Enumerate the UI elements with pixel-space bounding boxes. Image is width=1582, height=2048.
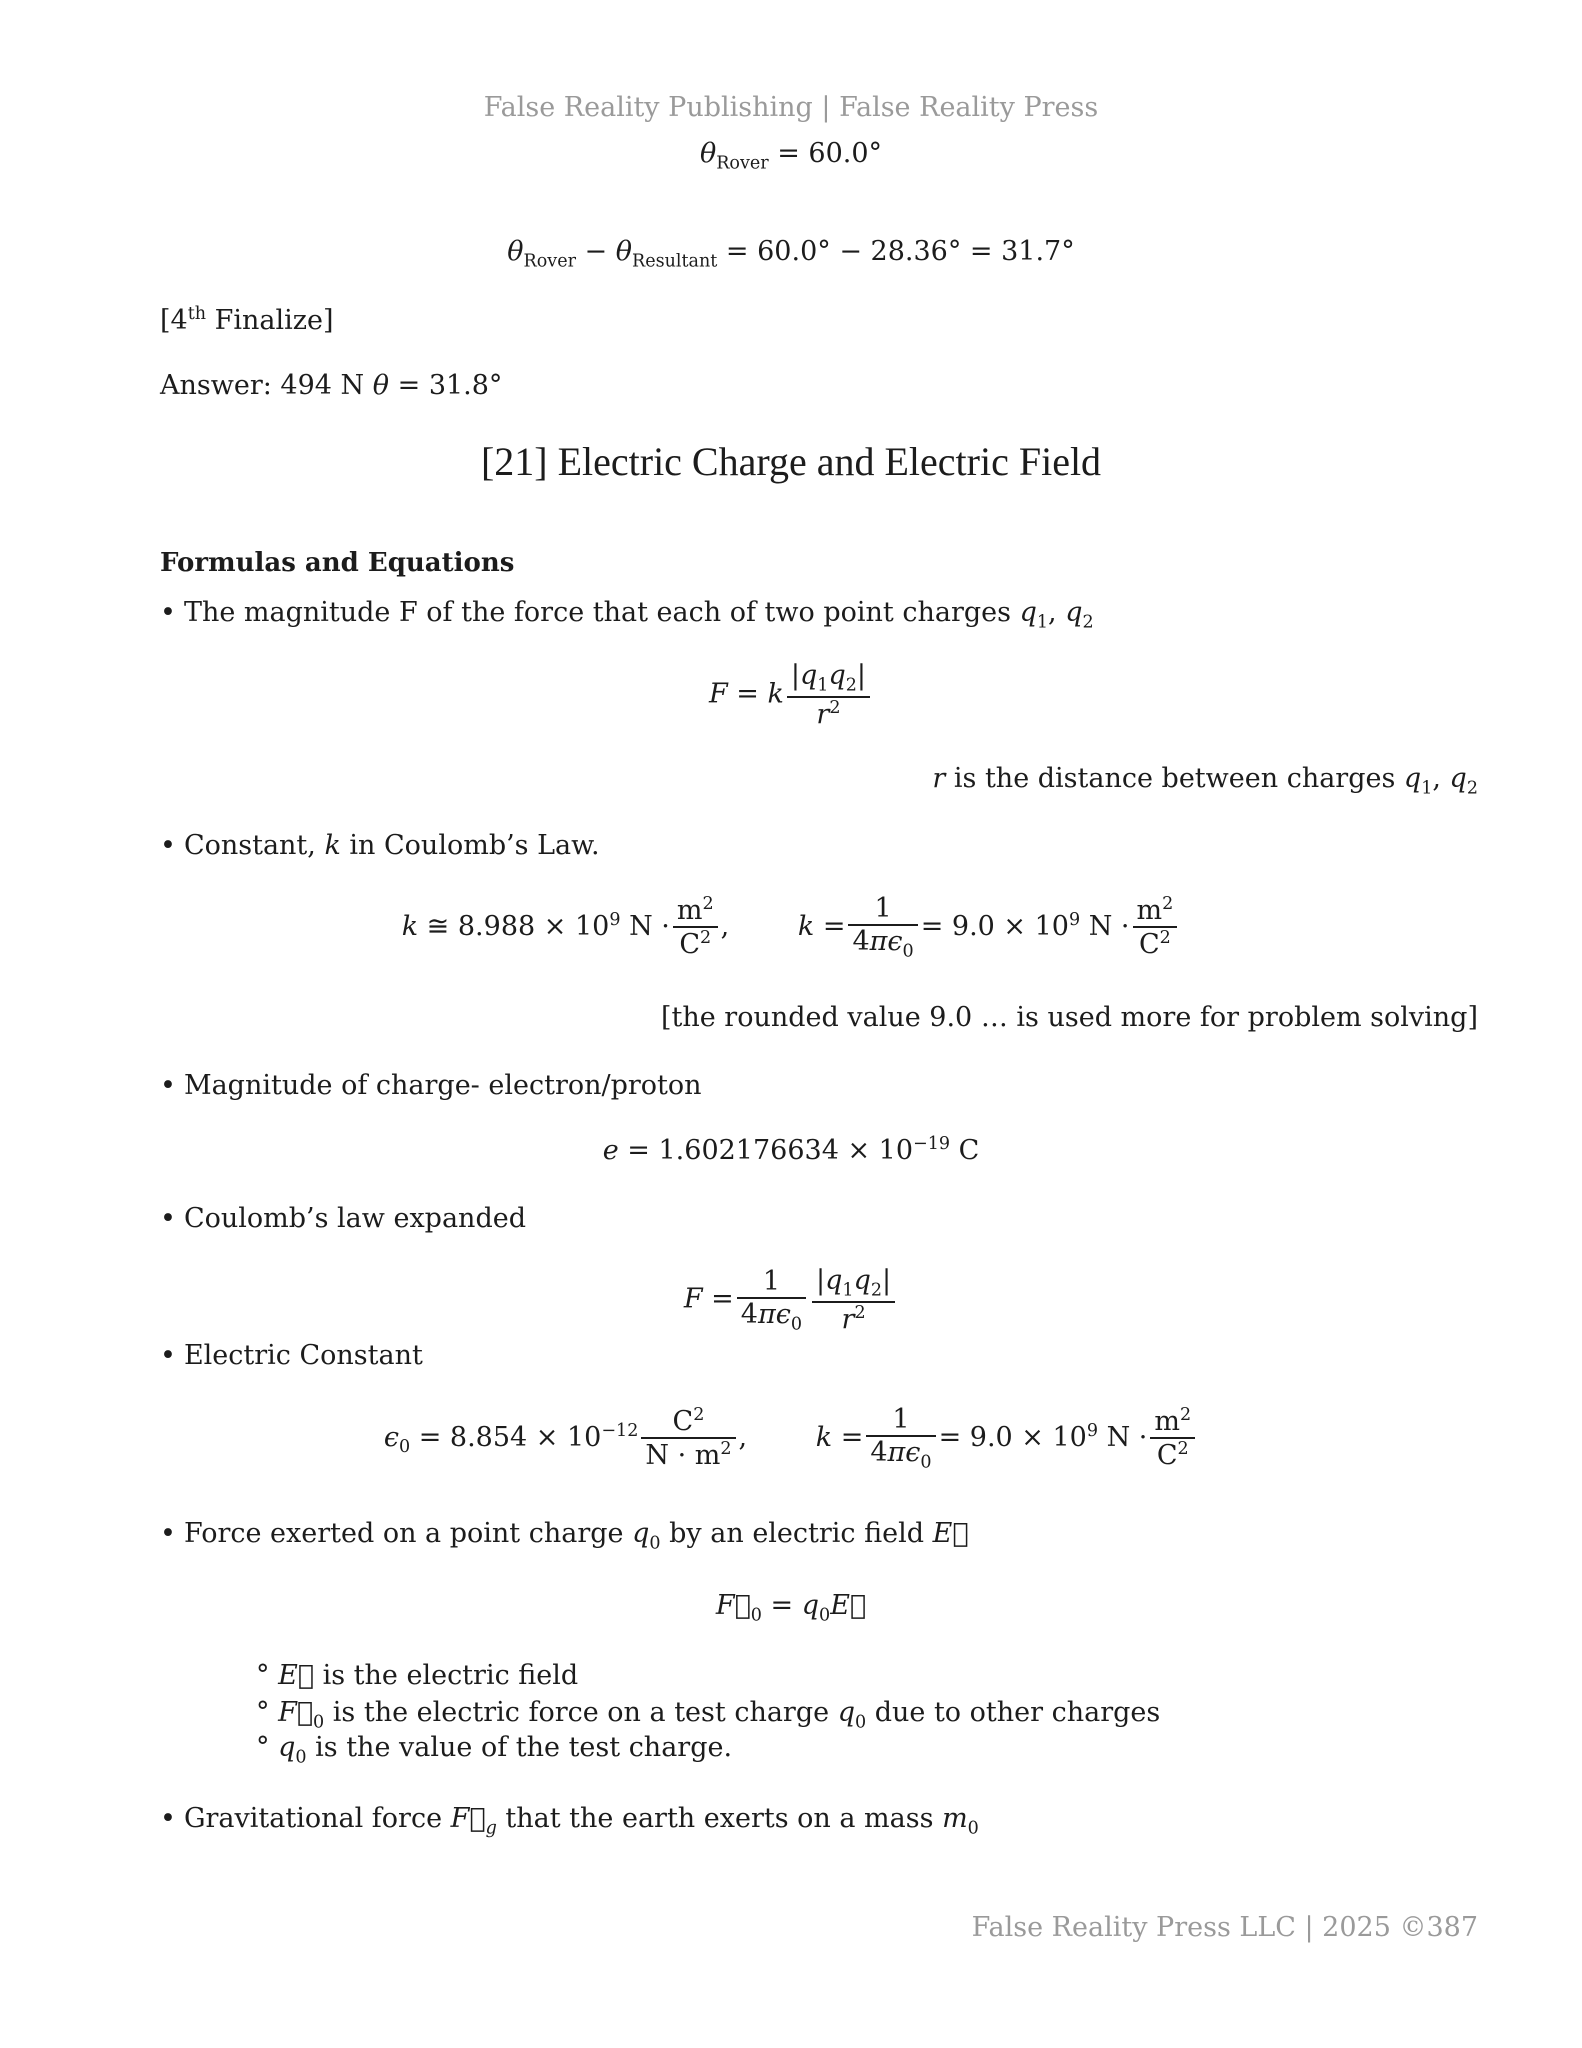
k-value-2: = 9.0 × 10 (920, 910, 1069, 942)
bullet-7-mid: that the earth exerts on a mass (496, 1803, 943, 1834)
bullet-electron-charge: • Magnitude of charge- electron/proton (160, 1070, 702, 1101)
distance-note-text: is the distance between charges (945, 763, 1404, 794)
sub-bullet-1-text: is the electric field (314, 1660, 579, 1691)
bullet-3-text: Magnitude of charge- electron/proton (183, 1070, 702, 1101)
sub-bullet-electric-force: ° $F⃗_0$ is the electric force on a test charge $q_0$ due to other charges (256, 1697, 1161, 1733)
step-open: [4 (160, 305, 188, 336)
epsilon-exponent: −12 (601, 1420, 639, 1441)
bullet-7-prefix: Gravitational force (183, 1803, 451, 1834)
bullet-2-prefix: Constant, (183, 830, 325, 861)
bullet-coulomb-constant: • Constant, k in Coulomb’s Law. (160, 830, 600, 861)
bullet-6-prefix: Force exerted on a point charge (183, 1518, 633, 1549)
formulas-heading-text: Formulas and Equations (160, 548, 515, 578)
chapter-title-text: [21] Electric Charge and Electric Field (480, 439, 1102, 484)
coulomb-expanded-equation: F = $\frac{1}{4\pi\epsilon_0}$ $\frac{|q_1q_2|}{r^2}$ (0, 1265, 1582, 1335)
answer-prefix: Answer: 494 N (160, 370, 373, 401)
chapter-title (0, 438, 1582, 485)
sub-bullet-2-text-a: is the electric force on a test charge (324, 1697, 838, 1728)
rounded-note-text: [the rounded value 9.0 … is used more for problem solving] (660, 1002, 1478, 1033)
step-close: Finalize] (206, 305, 334, 336)
answer-line: Answer: 494 N θ = 31.8° (160, 370, 503, 401)
bullet-force-on-charge: • Force exerted on a point charge $q_0$ by an electric field E⃗ (160, 1518, 969, 1554)
k-value-1: ≅ 8.988 × 10 (426, 910, 610, 942)
electric-constant-equation: $\epsilon_0 = 8.854 \times 10^{-12}$ $\frac{C^2}{N \cdot m^2}$ , k = $\frac{1}{4\pi\epsilon_0}$ = $9.0 \times 10^9$ N · $\frac{m^2}{C^2}$ (0, 1404, 1582, 1473)
sub-bullet-electric-field: ° E⃗ is the electric field (256, 1660, 579, 1691)
bullet-4-text: Coulomb’s law expanded (183, 1203, 526, 1234)
bullet-force-magnitude: • The magnitude F of the force that each of two point charges $q_1$, $q_2$ (160, 597, 1094, 633)
theta-rover-value: = 60.0° (777, 138, 883, 169)
footer-text: False Reality Press LLC | 2025 ©387 (971, 1912, 1478, 1943)
rounded-value-note (661, 1002, 1478, 1033)
epsilon-value: = 8.854 × 10 (418, 1421, 602, 1453)
bullet-1-text: The magnitude F of the force that each of two point charges (183, 597, 1020, 628)
step-sup: th (187, 304, 207, 324)
diff-rover-subscript: Rover (523, 251, 576, 272)
bullet-2-suffix: in Coulomb’s Law. (340, 830, 600, 861)
diff-value: = 60.0° − 28.36° = 31.7° (725, 236, 1075, 267)
bullet-coulomb-expanded: • Coulomb’s law expanded (160, 1203, 526, 1234)
force-field-equation: $F⃗_0$ = $q_0E⃗$ (715, 1590, 867, 1626)
bullet-6-mid: by an electric field (660, 1518, 933, 1549)
sub-bullet-3-text: is the value of the test charge. (306, 1732, 733, 1763)
e-unit: C (950, 1135, 980, 1166)
electron-charge-equation: $e = 1.602176634 \times 10^{-19}$ C (602, 1134, 980, 1166)
bullet-electric-constant: • Electric Constant (160, 1340, 423, 1371)
header-text: False Reality Publishing | False Reality Press (483, 92, 1099, 123)
sub-bullet-2-text-b: due to other charges (866, 1697, 1161, 1728)
distance-note: r is the distance between charges $q_1$, $q_2$ (932, 763, 1478, 799)
page-footer (972, 1912, 1478, 1943)
sub-bullet-test-charge: ° $q_0$ is the value of the test charge. (256, 1732, 733, 1768)
theta-rover-equation: $\theta_{Rover} = 60.0^\circ$ (699, 138, 883, 174)
e-exponent: −19 (913, 1134, 951, 1154)
bullet-gravitational-force: • Gravitational force $F⃗_g$ that the earth exerts on a mass $m_0$ (160, 1803, 979, 1839)
bullet-5-text: Electric Constant (183, 1340, 423, 1371)
theta-difference-equation: $\theta_{Rover} - \theta_{Resultant} = 60.0^\circ - 28.36^\circ = 31.7^\circ$ (507, 236, 1075, 272)
e-value: = 1.602176634 × 10 (627, 1135, 914, 1166)
theta-rover-subscript: Rover (716, 153, 769, 174)
step-finalize-label (160, 304, 334, 336)
formulas-heading (160, 548, 514, 578)
page-header (0, 92, 1582, 123)
diff-resultant-subscript: Resultant (632, 251, 718, 272)
coulomb-law-equation: F = k $\frac{|q_1q_2|}{r^2}$ (0, 660, 1582, 730)
answer-value: = 31.8° (397, 370, 503, 401)
k-value-repeat: = 9.0 × 10 (938, 1421, 1087, 1453)
coulomb-constant-equation: k ≅ $8.988 \times 10^9$ N · $\frac{m^2}{C^2}$ , k = $\frac{1}{4\pi\epsilon_0}$ = $9.0 \times 10^9$ N · $\frac{m^2}{C^2}$ (0, 893, 1582, 962)
